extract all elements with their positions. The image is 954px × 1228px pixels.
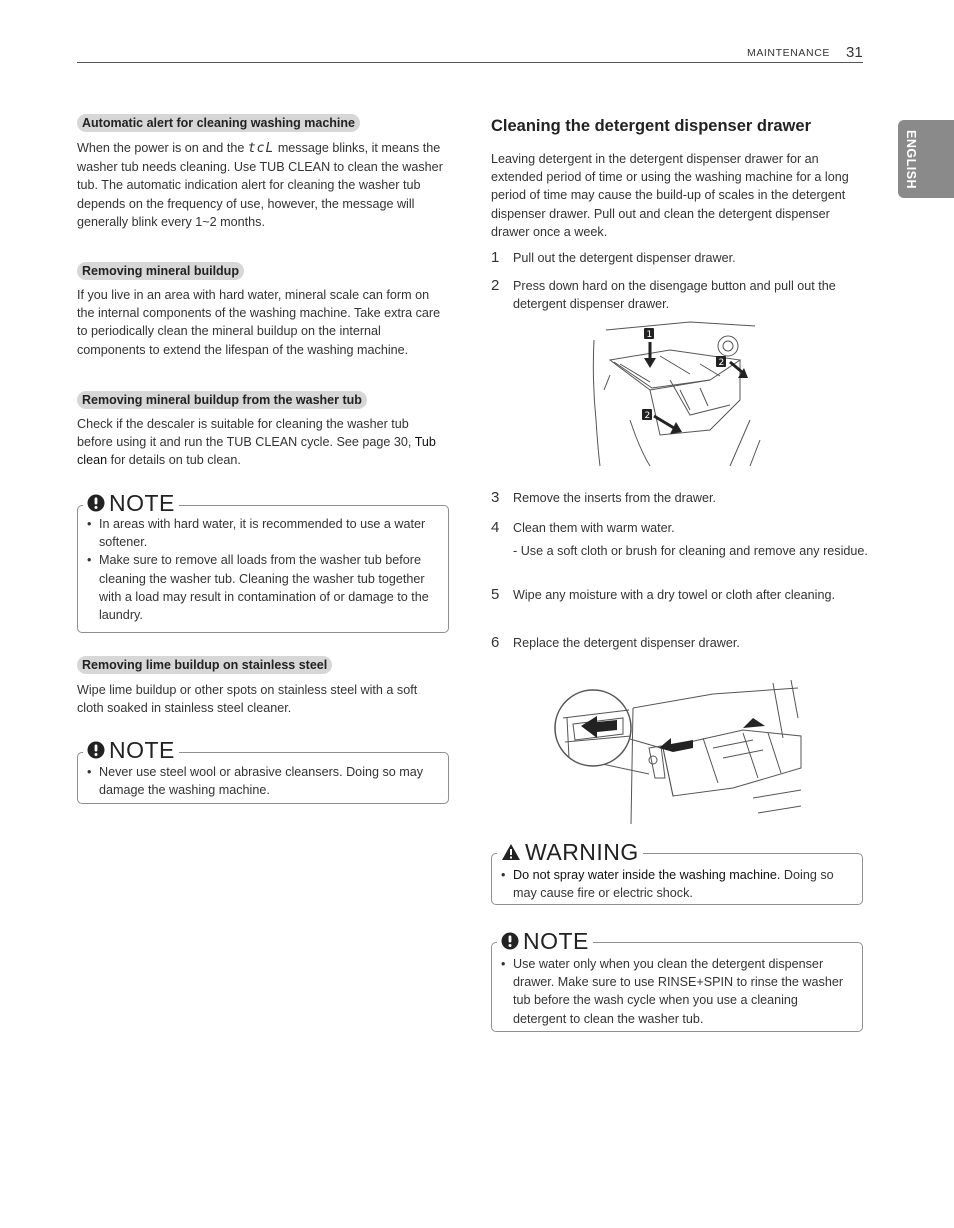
step-text: Press down hard on the disengage button and pull out the detergent dispenser drawer. xyxy=(513,279,836,312)
note-box-water-softener xyxy=(77,505,449,633)
note3-title xyxy=(497,929,593,953)
note3-item: • Use water only when you clean the detergent dispenser drawer. Make sure to use RINSE+SPIN to rinse the washer tub before the wash cycle when you use a cleaning detergent to clean the washer tub. xyxy=(492,955,848,1028)
step-number: 2 xyxy=(491,277,500,294)
step-number: 1 xyxy=(491,249,500,266)
mineral-tub-heading: Removing mineral buildup from the washer tub xyxy=(77,391,367,409)
note1-list xyxy=(78,515,438,624)
lime-heading: Removing lime buildup on stainless steel xyxy=(77,656,332,674)
note1-item: • In areas with hard water, it is recommended to use a water softener. xyxy=(78,515,438,551)
step-number: 4 xyxy=(491,519,500,536)
page-number: 31 xyxy=(846,44,863,61)
language-tab-label: ENGLISH xyxy=(904,130,918,190)
running-header-section: MAINTENANCE xyxy=(746,47,830,59)
mineral-tub-paragraph xyxy=(77,415,447,470)
step-number: 6 xyxy=(491,634,500,651)
lime-paragraph: Wipe lime buildup or other spots on stainless steel with a soft cloth soaked in stainless steel cleaner. xyxy=(77,683,418,716)
intro-paragraph: Leaving detergent in the detergent dispenser drawer for an extended period of time or using the washing machine for a long period of time may cause the build-up of scales in the detergent dispenser drawer. Pull out and clean the detergent dispenser drawer once a week. xyxy=(491,152,849,239)
note2-title xyxy=(83,738,179,762)
step-number: 3 xyxy=(491,489,500,506)
step-number: 5 xyxy=(491,586,500,603)
step-text: Clean them with warm water. xyxy=(513,521,675,535)
note3-title-text: NOTE xyxy=(523,928,589,954)
step-text: Pull out the detergent dispenser drawer. xyxy=(513,251,736,265)
exclamation-circle-icon xyxy=(87,741,105,759)
alert-paragraph xyxy=(77,139,453,231)
note3-list xyxy=(492,955,848,1028)
step-text: Replace the detergent dispenser drawer. xyxy=(513,636,740,650)
note2-item: • Never use steel wool or abrasive cleansers. Doing so may damage the washing machine. xyxy=(78,763,438,799)
warning-title-text: WARNING xyxy=(525,839,639,865)
note-box-rinse-spin xyxy=(491,942,863,1032)
step-text: Remove the inserts from the drawer. xyxy=(513,491,716,505)
figure-drawer-replace xyxy=(553,678,805,826)
alert-text-after: message blinks, it means the washer tub needs cleaning. Use TUB CLEAN to clean the washer tub. The automatic indication alert for cleaning the washer tub depends on the frequency of use, however, the message will generally blink every 1~2 months. xyxy=(77,141,443,229)
callout-badge-1: 1 xyxy=(646,330,653,340)
note2-list xyxy=(78,763,438,799)
alert-text-before: When the power is on and the xyxy=(77,141,245,155)
mineral-heading: Removing mineral buildup xyxy=(77,262,244,280)
note1-item: • Make sure to remove all loads from the washer tub before cleaning the washer tub. Cleaning the washer tub together with a load may result in contamination of or damage to the laundry. xyxy=(78,551,438,624)
warning-triangle-icon xyxy=(501,843,521,861)
alert-heading: Automatic alert for cleaning washing machine xyxy=(77,114,360,132)
step-text: Wipe any moisture with a dry towel or cloth after cleaning. xyxy=(513,588,835,602)
warning-item: • Do not spray water inside the washing machine. Doing so may cause fire or electric shock. xyxy=(501,868,834,901)
section-title: Cleaning the detergent dispenser drawer xyxy=(491,117,811,135)
header-rule xyxy=(77,62,863,63)
callout-badge-2: 2 xyxy=(718,358,725,368)
warning-bold-text: Do not spray water inside the washing machine. xyxy=(513,868,781,882)
mineral-tub-text-after: for details on tub clean. xyxy=(110,453,241,468)
mineral-paragraph: If you live in an area with hard water, mineral scale can form on the internal components of the washing machine. Take extra care to periodically clean the mineral buildup on the internal components to extend the lifespan of the washing machine. xyxy=(77,288,441,357)
warning-title xyxy=(497,840,643,864)
exclamation-circle-icon xyxy=(87,494,105,512)
warning-rest-text: Doing so may cause fire or electric shock. xyxy=(513,868,834,901)
step-subtext: - Use a soft cloth or brush for cleaning and remove any residue. xyxy=(513,544,868,558)
note2-title-text: NOTE xyxy=(109,737,175,763)
figure-drawer-pull-out xyxy=(590,320,770,468)
note1-title-text: NOTE xyxy=(109,490,175,516)
mineral-tub-text-before: Check if the descaler is suitable for cleaning the washer tub before using it and run the TUB CLEAN cycle. See page 30, xyxy=(77,417,412,450)
callout-badge-2b: 2 xyxy=(644,411,651,421)
language-tab xyxy=(898,120,954,198)
note1-title xyxy=(83,491,179,515)
exclamation-circle-icon xyxy=(501,932,519,950)
tub-clean-reference: Tub clean xyxy=(77,435,436,468)
tcl-display-glyph: tcL xyxy=(247,141,275,156)
